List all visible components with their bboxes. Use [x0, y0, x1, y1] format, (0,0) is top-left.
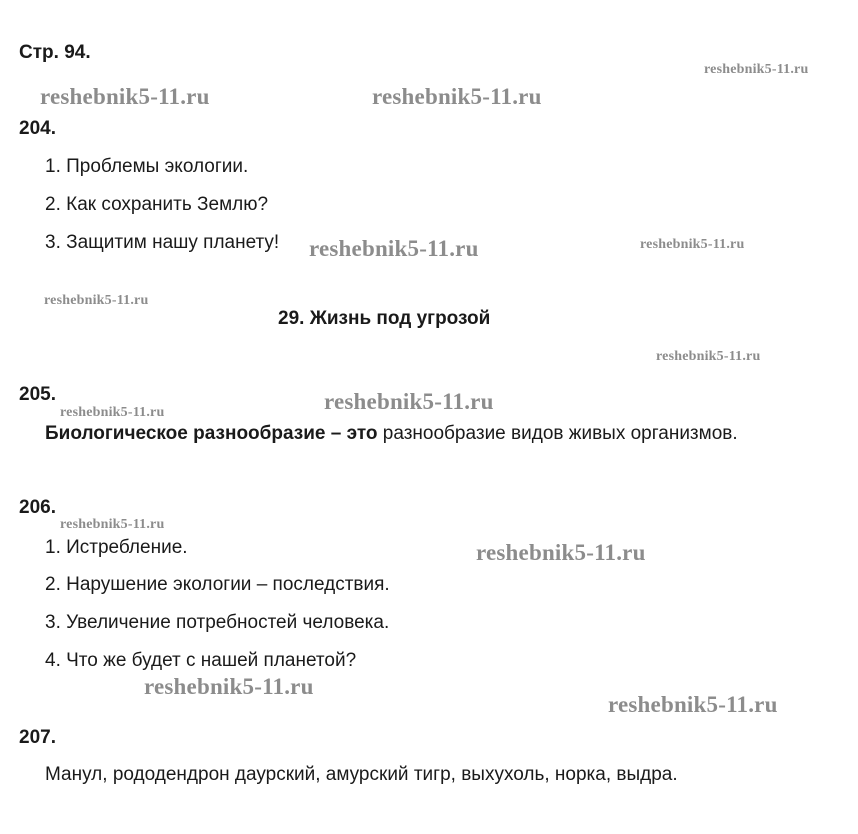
task-204-item-3: 3. Защитим нашу планету! — [45, 232, 280, 253]
section-title: 29. Жизнь под угрозой — [278, 308, 491, 329]
watermark: reshebnik5-11.ru — [309, 236, 479, 261]
task-206-item-2: 2. Нарушение экологии – последствия. — [45, 574, 390, 595]
watermark: reshebnik5-11.ru — [40, 84, 210, 109]
task-207-number: 207. — [19, 727, 56, 748]
term-definition-label: Биологическое разнообразие – это — [45, 423, 378, 444]
task-206-number: 206. — [19, 497, 56, 518]
watermark: reshebnik5-11.ru — [60, 405, 165, 420]
task-205-number: 205. — [19, 384, 56, 405]
task-206-item-3: 3. Увеличение потребностей человека. — [45, 612, 390, 633]
task-204-item-2: 2. Как сохранить Землю? — [45, 194, 269, 215]
watermark: reshebnik5-11.ru — [324, 389, 494, 414]
task-206-item-1: 1. Истребление. — [45, 537, 188, 558]
watermark: reshebnik5-11.ru — [60, 517, 165, 532]
watermark: reshebnik5-11.ru — [372, 84, 542, 109]
definition-text: разнообразие видов живых организмов. — [377, 423, 738, 444]
task-205-answer — [45, 423, 738, 445]
watermark: reshebnik5-11.ru — [640, 237, 745, 252]
watermark: reshebnik5-11.ru — [44, 293, 149, 308]
page-label: Стр. 94. — [19, 42, 91, 63]
task-206-item-4: 4. Что же будет с нашей планетой? — [45, 650, 357, 671]
watermark: reshebnik5-11.ru — [476, 540, 646, 565]
task-204-number: 204. — [19, 118, 56, 139]
watermark: reshebnik5-11.ru — [704, 62, 809, 77]
watermark: reshebnik5-11.ru — [144, 674, 314, 699]
task-204-item-1: 1. Проблемы экологии. — [45, 156, 249, 177]
task-207-answer: Манул, рододендрон даурский, амурский тигр, выхухоль, норка, выдра. — [45, 764, 678, 785]
watermark: reshebnik5-11.ru — [608, 692, 778, 717]
watermark: reshebnik5-11.ru — [656, 349, 761, 364]
